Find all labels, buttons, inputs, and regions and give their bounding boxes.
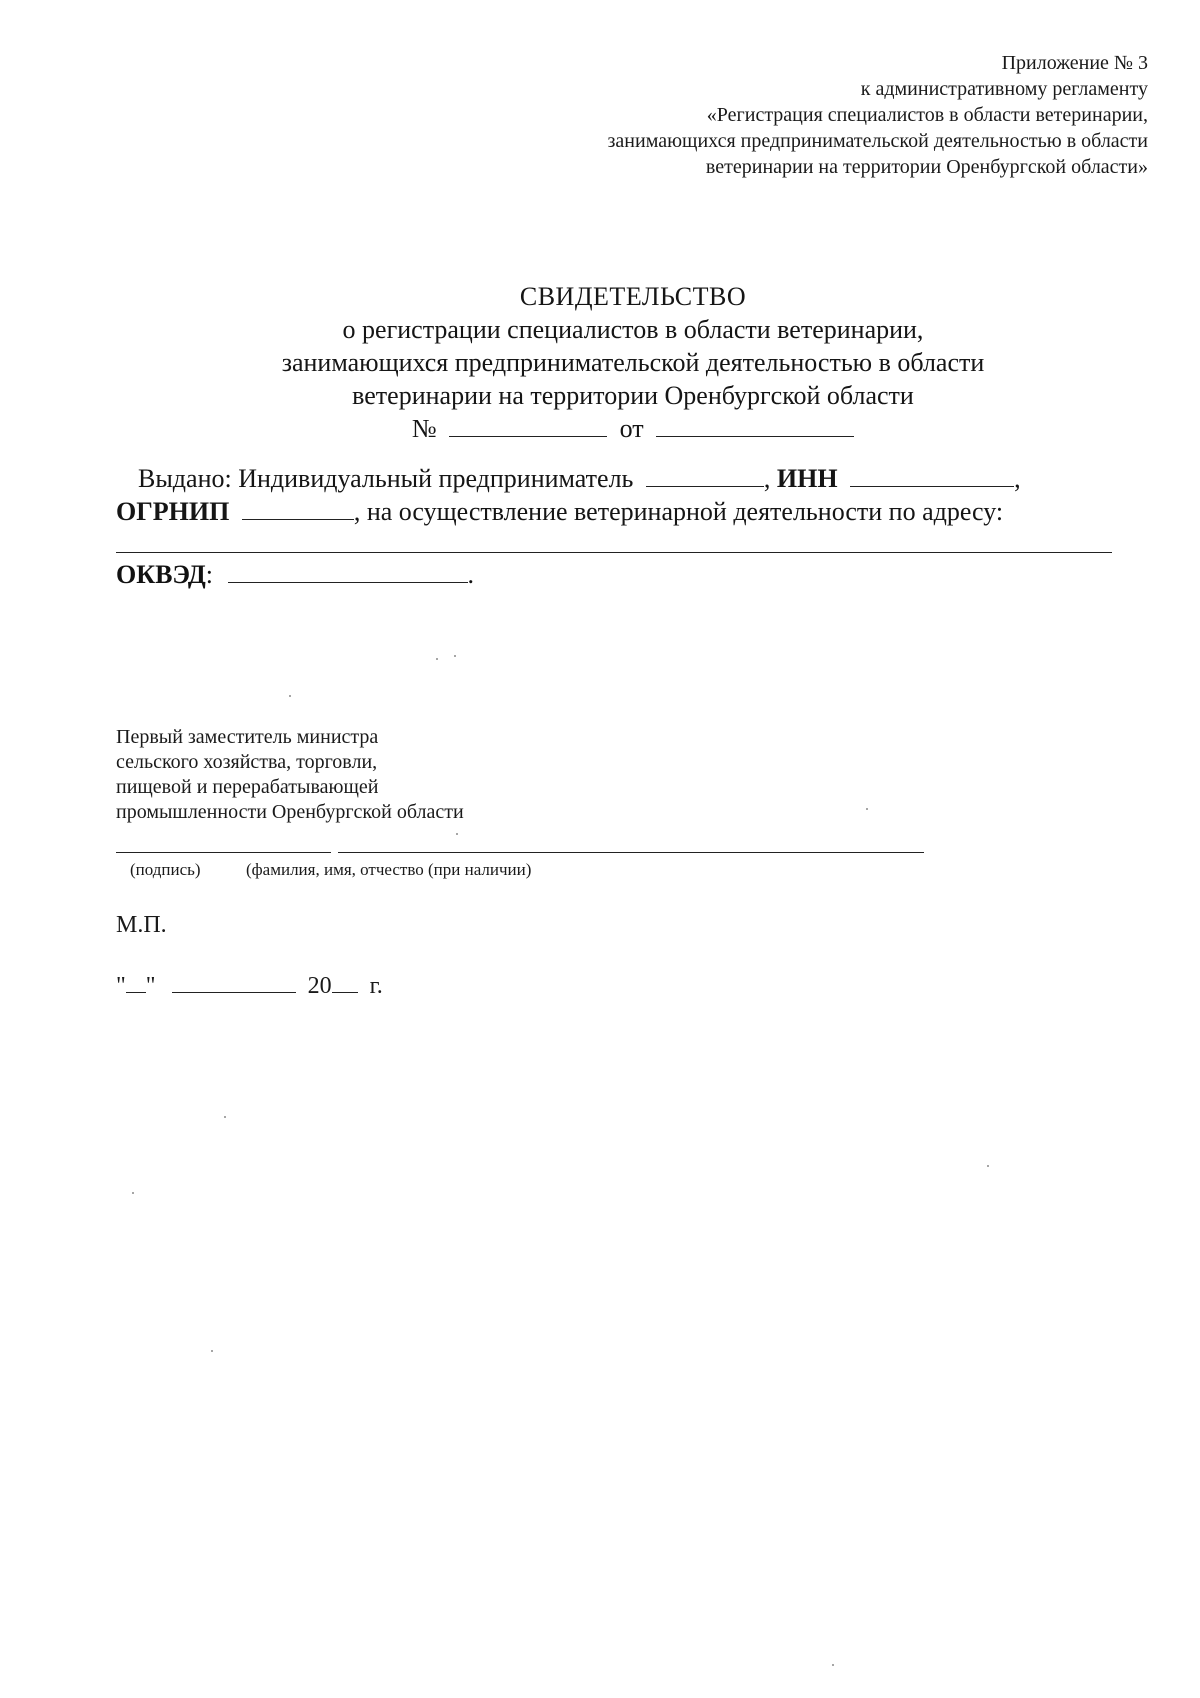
date-month-field[interactable] <box>172 970 296 993</box>
date-year-field[interactable] <box>332 972 358 993</box>
okved-field[interactable] <box>228 560 468 583</box>
scan-speck <box>289 695 291 697</box>
name-caption: (фамилия, имя, отчество (при наличии) <box>246 860 532 879</box>
signatory-position-3: пищевой и перерабатывающей <box>116 776 379 798</box>
appendix-header <box>428 50 1148 180</box>
scan-speck <box>987 1165 989 1167</box>
appendix-regulation-title: «Регистрация специалистов в области ветеринарии, <box>706 104 1148 126</box>
okved-line: ОКВЭД: . <box>116 560 474 589</box>
certificate-title-block <box>0 280 1200 445</box>
date-line: " " 20 г. <box>116 970 383 1000</box>
okved-label: ОКВЭД <box>116 560 206 589</box>
scan-speck <box>454 655 456 657</box>
issued-to-paragraph <box>116 462 1116 528</box>
appendix-number: Приложение № 3 <box>1001 52 1148 74</box>
certificate-subtitle-3: ветеринарии на территории Оренбургской области <box>352 381 914 410</box>
entrepreneur-name-field[interactable] <box>646 464 764 487</box>
ogrnip-line <box>116 495 1116 528</box>
certificate-number-field[interactable] <box>449 414 607 437</box>
date-year-prefix: 20 <box>307 973 332 999</box>
signatory-position-4: промышленности Оренбургской области <box>116 801 464 823</box>
scan-speck <box>132 1192 134 1194</box>
certificate-subtitle-1: о регистрации специалистов в области ветеринарии, <box>342 315 924 344</box>
ogrnip-field[interactable] <box>242 497 354 520</box>
number-sign: № <box>411 414 437 443</box>
signature-field[interactable] <box>116 852 331 853</box>
scan-speck <box>456 833 458 835</box>
signatory-block <box>116 725 464 825</box>
certificate-subtitle-2: занимающихся предпринимательской деятельностью в области <box>281 348 985 377</box>
signatory-position-2: сельского хозяйства, торговли, <box>116 751 378 773</box>
stamp-place-label: М.П. <box>116 912 167 938</box>
from-label: от <box>619 414 644 443</box>
date-year-suffix: г. <box>369 973 383 999</box>
inn-field[interactable] <box>850 464 1014 487</box>
scan-speck <box>866 808 868 810</box>
certificate-number-line <box>0 412 1200 445</box>
scan-speck <box>436 658 438 660</box>
certificate-date-field[interactable] <box>656 414 854 437</box>
inn-label: ИНН <box>776 464 838 493</box>
appendix-regulation-title-cont: занимающихся предпринимательской деятельностью в области <box>607 130 1148 152</box>
appendix-regulation-title-end: ветеринарии на территории Оренбургской области» <box>705 156 1148 178</box>
scan-speck <box>211 1350 213 1352</box>
certificate-title: СВИДЕТЕЛЬСТВО <box>519 282 747 311</box>
signatory-position-1: Первый заместитель министра <box>116 726 379 748</box>
date-day-field[interactable] <box>126 972 146 993</box>
scan-speck <box>224 1116 226 1118</box>
appendix-reference: к административному регламенту <box>860 78 1148 100</box>
signature-caption: (подпись) <box>130 860 201 879</box>
address-field[interactable] <box>116 552 1112 553</box>
scan-speck <box>832 1664 834 1666</box>
issued-to-label: Выдано: Индивидуальный предприниматель <box>138 464 634 493</box>
purpose-text: , на осуществление ветеринарной деятельности по адресу: <box>353 497 1004 526</box>
ogrnip-label: ОГРНИП <box>116 497 230 526</box>
signatory-name-field[interactable] <box>338 852 924 853</box>
issued-to-line: Выдано: Индивидуальный предприниматель , ИНН , <box>138 464 1021 493</box>
